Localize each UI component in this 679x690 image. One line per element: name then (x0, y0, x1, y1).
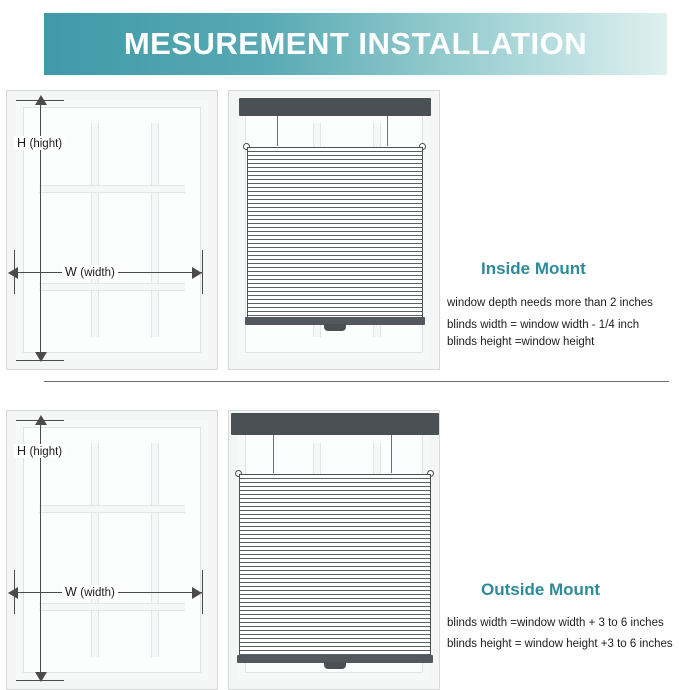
outside-mount-note-1: blinds width =window width + 3 to 6 inches (447, 617, 664, 629)
inside-height-unit: (hight) (29, 138, 63, 150)
window-mullion-vertical-right (151, 443, 159, 657)
window-mullion-vertical-left (91, 443, 99, 657)
inside-mount-note-3: blinds height =window height (447, 336, 595, 348)
inside-mount-blind-diagram (228, 90, 440, 370)
outside-mount-note-2: blinds height = window height +3 to 6 inches (447, 638, 673, 650)
blind-pleated-shade (239, 474, 431, 657)
window-mullion-vertical-right (151, 123, 159, 337)
window-mullion-horizontal-top (39, 505, 185, 513)
outside-height-label: H (17, 444, 27, 458)
page-title: MESUREMENT INSTALLATION (123, 26, 588, 61)
inside-width-label: W (65, 265, 77, 279)
outside-width-unit: (width) (80, 587, 115, 599)
window-pane-grid (39, 123, 185, 337)
blind-headrail (239, 98, 431, 116)
window-pane-grid (39, 443, 185, 657)
section-divider (44, 381, 669, 382)
header-banner (44, 13, 667, 75)
blind-headrail (231, 413, 439, 435)
inside-height-label: H (17, 136, 27, 150)
blind-pleated-shade (247, 147, 423, 319)
inside-mount-window-diagram (6, 90, 218, 370)
window-mullion-horizontal-bottom (39, 603, 185, 611)
blind-cord-right (387, 116, 388, 146)
outside-width-label: W (65, 585, 77, 599)
inside-mount-note-2: blinds width = window width - 1/4 inch (447, 319, 640, 331)
inside-width-unit: (width) (80, 267, 115, 279)
blind-cord-left (277, 116, 278, 146)
blind-cord-left (273, 435, 274, 473)
outside-mount-blind-diagram (228, 410, 440, 690)
inside-mount-title: Inside Mount (481, 259, 586, 278)
blind-handle (324, 324, 346, 331)
window-mullion-vertical-left (91, 123, 99, 337)
window-mullion-horizontal-bottom (39, 283, 185, 291)
window-mullion-horizontal-top (39, 185, 185, 193)
window-inner-frame (16, 420, 208, 680)
inside-mount-note-1: window depth needs more than 2 inches (447, 297, 653, 309)
blind-cord-right (391, 435, 392, 473)
outside-mount-title: Outside Mount (481, 580, 600, 599)
outside-height-unit: (hight) (29, 446, 63, 458)
blind-handle (324, 662, 346, 669)
